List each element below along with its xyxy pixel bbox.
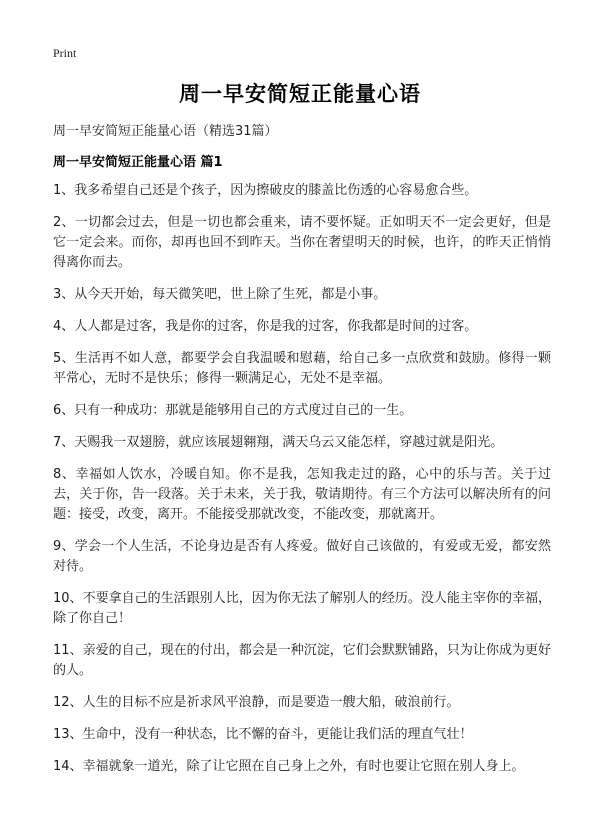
list-item: 3、从今天开始，每天微笑吧，世上除了生死，都是小事。 bbox=[53, 287, 387, 302]
list-item: 2、一切都会过去，但是一切也都会重来，请不要怀疑。正如明天不一定会更好，但是它一定会来。而你，却再也回不到昨天。当你在奢望明天的时候，也许，的昨天正悄悄得离你而去。 bbox=[53, 215, 551, 270]
list-item: 7、天赐我一双翅膀，就应该展翅翱翔，满天乌云又能怎样，穿越过就是阳光。 bbox=[53, 435, 504, 450]
quote-list bbox=[53, 181, 551, 789]
list-item: 14、幸福就象一道光，除了让它照在自己身上之外，有时也要让它照在别人身上。 bbox=[53, 759, 525, 774]
list-item: 1、我多希望自己还是个孩子，因为擦破皮的膝盖比伤透的心容易愈合些。 bbox=[53, 183, 478, 198]
list-item: 4、人人都是过客，我是你的过客，你是我的过客，你我都是时间的过客。 bbox=[53, 319, 478, 334]
page-subtitle: 周一早安简短正能量心语（精选31篇） bbox=[53, 124, 278, 139]
list-item: 6、只有一种成功：那就是能够用自己的方式度过自己的一生。 bbox=[53, 403, 413, 418]
section-heading: 周一早安简短正能量心语 篇1 bbox=[53, 155, 223, 170]
list-item: 5、生活再不如人意，都要学会自我温暖和慰藉，给自己多一点欣赏和鼓励。修得一颗平常心，无时不是快乐；修得一颗满足心，无处不是幸福。 bbox=[53, 351, 551, 386]
list-item: 11、亲爱的自己，现在的付出，都会是一种沉淀，它们会默默铺路，只为让你成为更好的人。 bbox=[53, 643, 551, 678]
list-item: 13、生命中，没有一种状态，比不懈的奋斗，更能让我们活的理直气壮！ bbox=[53, 727, 473, 742]
page-title: 周一早安简短正能量心语 bbox=[179, 82, 421, 106]
list-item: 8、幸福如人饮水，冷暖自知。你不是我，怎知我走过的路，心中的乐与苦。关于过去，关于你，告一段落。关于未来，关于我，敬请期待。有三个方法可以解决所有的问题：接受，改变，离开。不能接受那就改变，不能改变，那就离开。 bbox=[53, 467, 551, 522]
list-item: 9、学会一个人生活，不论身边是否有人疼爱。做好自己该做的，有爱或无爱，都安然对待。 bbox=[53, 539, 551, 574]
print-link[interactable]: Print bbox=[53, 46, 77, 60]
list-item: 12、人生的目标不应是祈求风平浪静，而是要造一艘大船，破浪前行。 bbox=[53, 695, 460, 710]
list-item: 10、不要拿自己的生活跟别人比，因为你无法了解别人的经历。没人能主宰你的幸福，除了你自己！ bbox=[53, 591, 551, 626]
